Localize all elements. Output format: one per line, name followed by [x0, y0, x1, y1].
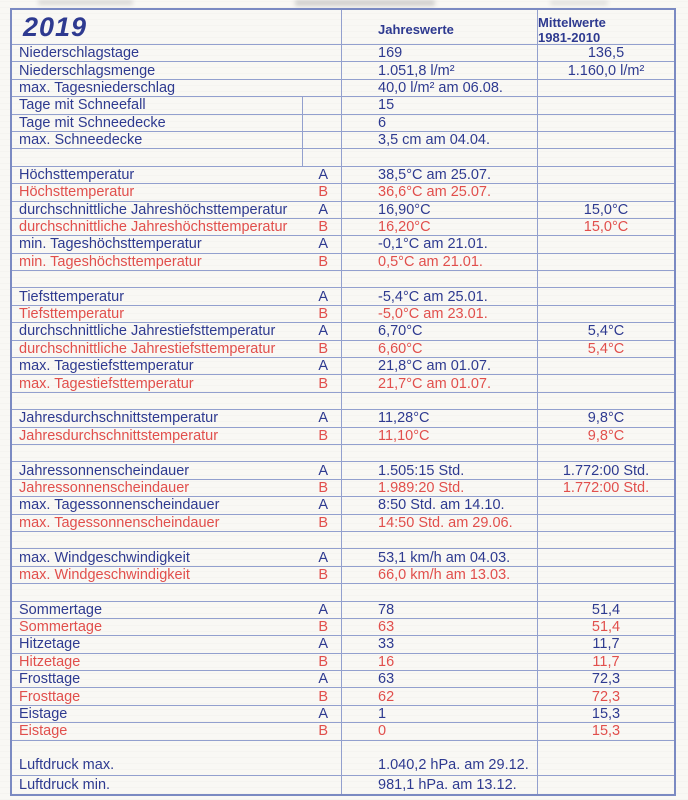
mittelwert-cell [538, 549, 674, 565]
mittelwert-cell: 136,5 [587, 45, 625, 62]
jahreswert-cell: 16 [342, 654, 538, 670]
mittelwert-cell [538, 358, 674, 374]
table-row [12, 167, 674, 184]
year-cell [12, 10, 342, 44]
station-letter: B [318, 723, 328, 740]
row-label-cell [12, 671, 342, 687]
row-label: Hitzetage [19, 653, 81, 670]
row-label-cell [12, 202, 342, 218]
table-header-row [12, 10, 674, 45]
jahreswert-cell: 0 [342, 723, 538, 739]
row-label-cell [12, 636, 342, 652]
row-label: Tiefsttemperatur [19, 306, 125, 323]
mittelwert-cell: 9,8°C [587, 427, 625, 444]
empty-jahreswert-cell [342, 584, 538, 600]
jahreswert-cell: -0,1°C am 21.01. [342, 236, 538, 252]
empty-label-cell [12, 445, 342, 461]
station-letter: B [318, 479, 328, 496]
jahreswert-cell: 981,1 hPa. am 13.12. [342, 776, 538, 794]
row-label: Tage mit Schneefall [19, 97, 146, 114]
table-row [12, 97, 674, 114]
mittelwert-cell [538, 254, 674, 270]
spacer-row [12, 393, 674, 410]
column-header-mittelwerte-period: 1981-2010 [538, 29, 601, 44]
table-row [12, 236, 674, 253]
row-label-cell [12, 462, 342, 478]
spacer-row [12, 445, 674, 462]
jahreswert-cell: 38,5°C am 25.07. [342, 167, 538, 183]
row-label: Tiefsttemperatur [19, 288, 125, 305]
table-row [12, 776, 674, 794]
jahreswert-cell: 6 [342, 115, 538, 131]
row-label: Jahresdurchschnittstemperatur [19, 427, 219, 444]
jahreswert-cell: 16,90°C [342, 202, 538, 218]
row-label-cell [12, 236, 342, 252]
row-label-cell [12, 254, 342, 270]
mittelwert-cell: 15,3 [591, 706, 621, 723]
row-label-cell [12, 654, 342, 670]
mittelwert-cell [538, 132, 674, 148]
row-label: max. Tagesniederschlag [19, 79, 176, 96]
empty-jahreswert-cell [342, 393, 538, 409]
table-row [12, 549, 674, 566]
jahreswert-cell: 16,20°C [342, 219, 538, 235]
empty-label-cell [12, 532, 342, 548]
empty-mittelwert-cell [538, 445, 674, 461]
row-label: max. Tagessonnenscheindauer [19, 514, 220, 531]
row-label: Eistage [19, 723, 68, 740]
mittelwert-cell [538, 567, 674, 583]
station-letter: B [318, 375, 328, 392]
weather-data-table [10, 8, 676, 796]
row-label: Jahressonnenscheindauer [19, 479, 190, 496]
station-letter: B [318, 184, 328, 201]
station-letter: B [318, 219, 328, 236]
row-label: Tage mit Schneedecke [19, 114, 166, 131]
row-label: max. Tagestiefsttemperatur [19, 375, 194, 392]
row-label-cell [12, 706, 342, 722]
mittelwert-cell: 51,4 [591, 619, 621, 636]
table-row [12, 497, 674, 514]
row-label: Frosttage [19, 688, 81, 705]
jahreswert-cell: 36,6°C am 25.07. [342, 184, 538, 200]
table-row [12, 636, 674, 653]
table-row [12, 428, 674, 445]
row-label: Luftdruck min. [19, 776, 111, 793]
station-letter: A [318, 410, 328, 427]
station-letter: B [318, 253, 328, 270]
station-letter: B [318, 688, 328, 705]
station-letter: A [318, 288, 328, 305]
row-label-cell [12, 132, 342, 148]
row-label-cell [12, 306, 342, 322]
empty-label-cell [12, 271, 342, 287]
row-label-cell [12, 619, 342, 635]
table-row [12, 654, 674, 671]
row-label-cell [12, 723, 342, 739]
row-label-cell [12, 567, 342, 583]
station-letter: B [318, 427, 328, 444]
row-label-cell [12, 288, 342, 304]
mittelwert-cell [538, 184, 674, 200]
mittelwert-cell: 72,3 [591, 688, 621, 705]
row-label-cell [12, 167, 342, 183]
row-label-cell [12, 80, 342, 96]
station-letter: A [318, 462, 328, 479]
mittelwert-cell: 72,3 [591, 671, 621, 688]
row-label: durchschnittliche Jahrestiefsttemperatur [19, 340, 276, 357]
row-label-cell [12, 358, 342, 374]
row-label: max. Windgeschwindigkeit [19, 549, 190, 566]
scan-artifact [550, 1, 608, 5]
jahreswert-cell: 21,7°C am 01.07. [342, 375, 538, 391]
jahreswert-cell: 62 [342, 688, 538, 704]
row-label-cell [12, 410, 342, 426]
station-letter: A [318, 201, 328, 218]
row-label: max. Tagessonnenscheindauer [19, 497, 220, 514]
station-letter: A [318, 671, 328, 688]
row-label: Niederschlagsmenge [19, 62, 156, 79]
empty-mittelwert-cell [538, 271, 674, 287]
jahreswert-cell: 3,5 cm am 04.04. [342, 132, 538, 148]
station-letter: A [318, 601, 328, 618]
row-label: Sommertage [19, 601, 103, 618]
jahreswert-cell: 0,5°C am 21.01. [342, 254, 538, 270]
jahreswert-cell: 53,1 km/h am 04.03. [342, 549, 538, 565]
row-label: Niederschlagstage [19, 45, 140, 62]
jahreswert-cell: 11,28°C [342, 410, 538, 426]
table-row [12, 567, 674, 584]
table-row [12, 184, 674, 201]
station-letter: A [318, 166, 328, 183]
column-header-jahreswerte [342, 10, 538, 44]
row-label-cell [12, 375, 342, 391]
mittelwert-cell: 5,4°C [587, 340, 625, 357]
empty-mittelwert-cell [538, 149, 674, 165]
row-label: Jahressonnenscheindauer [19, 462, 190, 479]
empty-jahreswert-cell [342, 532, 538, 548]
row-label-cell [12, 549, 342, 565]
mittelwert-cell: 15,0°C [583, 219, 629, 236]
station-letter: A [318, 236, 328, 253]
empty-jahreswert-cell [342, 445, 538, 461]
row-label-cell [12, 62, 342, 78]
row-label-cell [12, 688, 342, 704]
station-letter: B [318, 619, 328, 636]
row-label: Frosttage [19, 671, 81, 688]
table-row [12, 480, 674, 497]
row-label: min. Tageshöchsttemperatur [19, 253, 202, 270]
empty-label-cell [12, 149, 342, 165]
jahreswert-cell: 8:50 Std. am 14.10. [342, 497, 538, 513]
mittelwert-cell: 51,4 [591, 601, 621, 618]
table-row [12, 688, 674, 705]
mittelwert-cell: 1.772:00 Std. [562, 479, 650, 496]
station-letter: B [318, 653, 328, 670]
station-letter: A [318, 323, 328, 340]
row-label: Jahresdurchschnittstemperatur [19, 410, 219, 427]
row-label: max. Windgeschwindigkeit [19, 566, 190, 583]
empty-mittelwert-cell [538, 393, 674, 409]
table-row [12, 306, 674, 323]
row-label-cell [12, 97, 342, 113]
row-label: Höchsttemperatur [19, 184, 135, 201]
jahreswert-cell: 1.505:15 Std. [342, 462, 538, 478]
empty-mittelwert-cell [538, 584, 674, 600]
jahreswert-cell: 6,60°C [342, 341, 538, 357]
station-letter: A [318, 706, 328, 723]
table-row [12, 462, 674, 479]
row-label-cell [12, 741, 342, 775]
row-label-cell [12, 45, 342, 61]
table-row [12, 323, 674, 340]
spacer-row [12, 271, 674, 288]
empty-jahreswert-cell [342, 149, 538, 165]
jahreswert-cell: 40,0 l/m² am 06.08. [342, 80, 538, 96]
mittelwert-cell [538, 80, 674, 96]
station-letter: A [318, 358, 328, 375]
row-label-cell [12, 184, 342, 200]
row-label-cell [12, 497, 342, 513]
row-label-cell [12, 323, 342, 339]
column-header-mittelwerte [538, 10, 674, 44]
row-label: durchschnittliche Jahrestiefsttemperatur [19, 323, 276, 340]
row-label: Sommertage [19, 619, 103, 636]
table-row [12, 741, 674, 776]
jahreswert-cell: 1.051,8 l/m² [342, 62, 538, 78]
row-label: Hitzetage [19, 636, 81, 653]
empty-label-cell [12, 584, 342, 600]
spacer-row [12, 532, 674, 549]
mittelwert-cell: 5,4°C [587, 323, 625, 340]
station-letter: B [318, 340, 328, 357]
mittelwert-cell [538, 167, 674, 183]
station-letter: B [318, 566, 328, 583]
station-letter: A [318, 636, 328, 653]
row-label-cell [12, 219, 342, 235]
mittelwert-cell [538, 497, 674, 513]
table-row [12, 62, 674, 79]
jahreswert-cell: -5,0°C am 23.01. [342, 306, 538, 322]
table-row [12, 410, 674, 427]
row-label-cell [12, 602, 342, 618]
mittelwert-cell: 9,8°C [587, 410, 625, 427]
table-row [12, 375, 674, 392]
empty-mittelwert-cell [538, 532, 674, 548]
jahreswert-cell: 1 [342, 706, 538, 722]
station-letter: B [318, 514, 328, 531]
row-label-cell [12, 480, 342, 496]
mittelwert-cell [538, 515, 674, 531]
mittelwert-cell: 11,7 [592, 636, 620, 653]
station-letter: A [318, 549, 328, 566]
jahreswert-cell: 14:50 Std. am 29.06. [342, 515, 538, 531]
row-label: durchschnittliche Jahreshöchsttemperatur [19, 219, 288, 236]
row-label-cell [12, 341, 342, 357]
table-row [12, 602, 674, 619]
jahreswert-cell: 63 [342, 671, 538, 687]
mittelwert-cell [538, 741, 674, 775]
jahreswert-cell: 21,8°C am 01.07. [342, 358, 538, 374]
jahreswert-cell: 15 [342, 97, 538, 113]
table-row [12, 723, 674, 740]
table-row [12, 358, 674, 375]
row-label: max. Tagestiefsttemperatur [19, 358, 194, 375]
jahreswert-cell: 33 [342, 636, 538, 652]
row-label: Eistage [19, 706, 68, 723]
column-header-mittelwerte-label: Mittelwerte [538, 14, 606, 30]
jahreswert-cell: 169 [342, 45, 538, 61]
scan-artifact [38, 0, 133, 5]
mittelwert-cell [538, 236, 674, 252]
table-row [12, 619, 674, 636]
mittelwert-cell [538, 375, 674, 391]
jahreswert-cell: 1.040,2 hPa. am 29.12. [342, 741, 538, 775]
row-label-cell [12, 115, 342, 131]
jahreswert-cell: 11,10°C [342, 428, 538, 444]
mittelwert-cell [538, 288, 674, 304]
row-label: max. Schneedecke [19, 132, 143, 149]
row-label-cell [12, 428, 342, 444]
table-row [12, 45, 674, 62]
jahreswert-cell: 6,70°C [342, 323, 538, 339]
mittelwert-cell: 1.772:00 Std. [562, 462, 650, 479]
year-title: 2019 [23, 11, 88, 42]
row-label: durchschnittliche Jahreshöchsttemperatur [19, 201, 288, 218]
table-body [12, 45, 674, 794]
station-letter: B [318, 306, 328, 323]
table-row [12, 671, 674, 688]
empty-jahreswert-cell [342, 271, 538, 287]
jahreswert-cell: 1.989:20 Std. [342, 480, 538, 496]
table-row [12, 219, 674, 236]
empty-label-cell [12, 393, 342, 409]
table-row [12, 115, 674, 132]
row-label-cell [12, 515, 342, 531]
mittelwert-cell: 15,3 [591, 723, 621, 740]
table-row [12, 515, 674, 532]
station-letter: A [318, 497, 328, 514]
table-row [12, 706, 674, 723]
jahreswert-cell: 66,0 km/h am 13.03. [342, 567, 538, 583]
table-row [12, 341, 674, 358]
row-label: min. Tageshöchsttemperatur [19, 236, 202, 253]
mittelwert-cell: 11,7 [592, 653, 620, 670]
mittelwert-cell [538, 776, 674, 794]
row-label: Luftdruck max. [19, 756, 115, 773]
table-row [12, 132, 674, 149]
mittelwert-cell [538, 115, 674, 131]
table-row [12, 80, 674, 97]
jahreswert-cell: 78 [342, 602, 538, 618]
column-header-jahreswerte-label: Jahreswerte [378, 22, 454, 37]
spacer-row [12, 149, 674, 166]
table-row [12, 288, 674, 305]
jahreswert-cell: 63 [342, 619, 538, 635]
table-row [12, 254, 674, 271]
mittelwert-cell: 1.160,0 l/m² [567, 62, 645, 79]
row-label-cell [12, 776, 342, 794]
mittelwert-cell [538, 306, 674, 322]
table-row [12, 202, 674, 219]
jahreswert-cell: -5,4°C am 25.01. [342, 288, 538, 304]
scan-artifact [295, 0, 435, 6]
row-label: Höchsttemperatur [19, 166, 135, 183]
spacer-row [12, 584, 674, 601]
mittelwert-cell: 15,0°C [583, 201, 629, 218]
mittelwert-cell [538, 97, 674, 113]
